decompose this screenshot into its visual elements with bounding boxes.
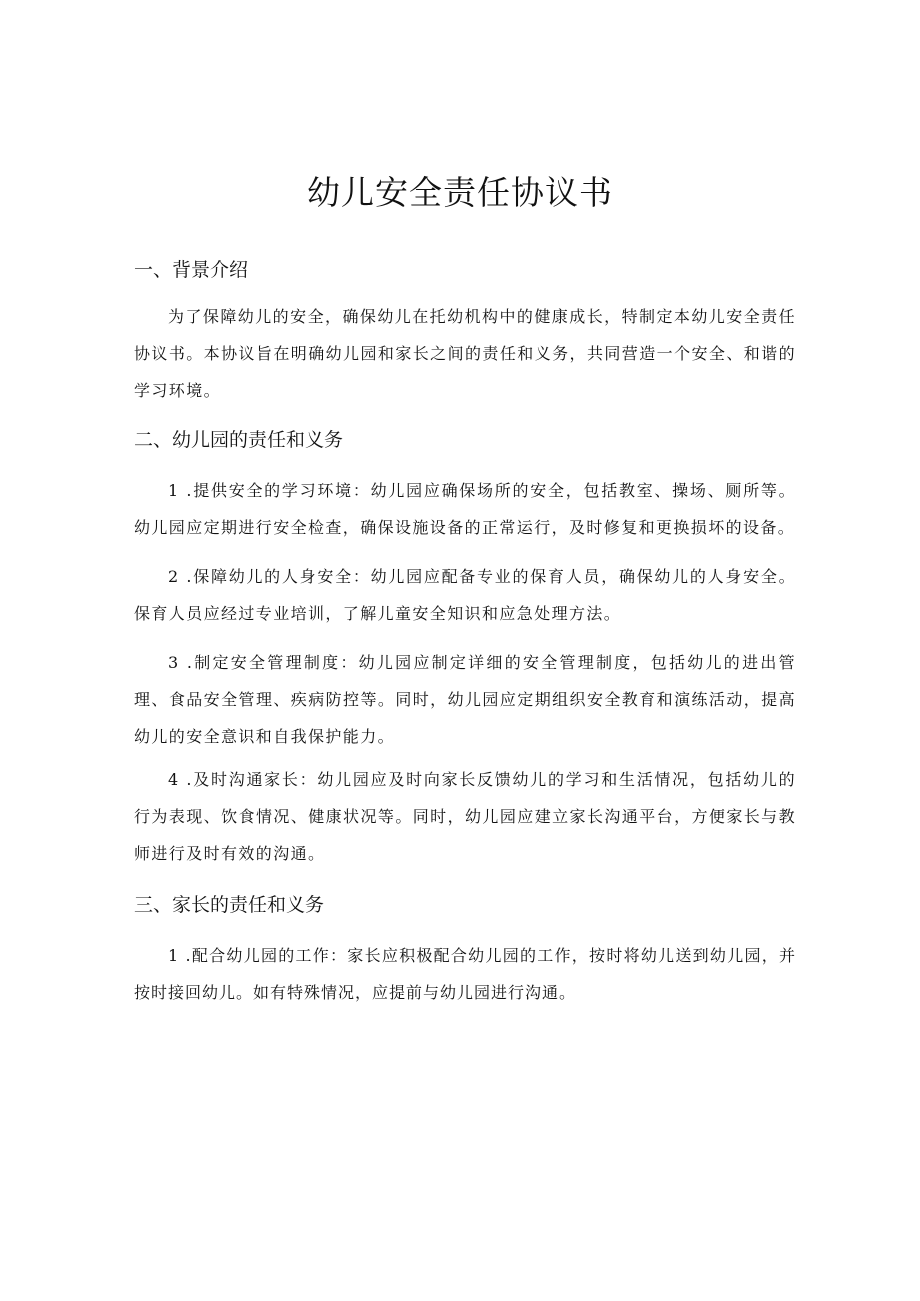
paragraph-kindergarten-duty-1: 1 .提供安全的学习环境：幼儿园应确保场所的安全，包括教室、操场、厕所等。幼儿园应定期进行安全检查，确保设施设备的正常运行，及时修复和更换损坏的设备。 [134,481,796,537]
paragraph-background-intro: 为了保障幼儿的安全，确保幼儿在托幼机构中的健康成长，特制定本幼儿安全责任协议书。本协议旨在明确幼儿园和家长之间的责任和义务，共同营造一个安全、和谐的学习环境。 [134,307,796,400]
section-heading-parent-duties: 三、家长的责任和义务 [134,894,325,916]
paragraph-kindergarten-duty-3: 3 .制定安全管理制度：幼儿园应制定详细的安全管理制度，包括幼儿的进出管理、食品安全管理、疾病防控等。同时，幼儿园应定期组织安全教育和演练活动，提高幼儿的安全意识和自我保护能力。 [134,653,796,746]
section-heading-kindergarten-duties: 二、幼儿园的责任和义务 [134,429,344,451]
paragraph-kindergarten-duty-4: 4 .及时沟通家长：幼儿园应及时向家长反馈幼儿的学习和生活情况，包括幼儿的行为表现、饮食情况、健康状况等。同时，幼儿园应建立家长沟通平台，方便家长与教师进行及时有效的沟通。 [134,770,796,863]
document-title: 幼儿安全责任协议书 [307,173,613,212]
paragraph-parent-duty-1: 1 .配合幼儿园的工作：家长应积极配合幼儿园的工作，按时将幼儿送到幼儿园，并按时接回幼儿。如有特殊情况，应提前与幼儿园进行沟通。 [134,946,796,1002]
section-heading-background: 一、背景介绍 [134,259,249,281]
paragraph-kindergarten-duty-2: 2 .保障幼儿的人身安全：幼儿园应配备专业的保育人员，确保幼儿的人身安全。保育人员应经过专业培训，了解儿童安全知识和应急处理方法。 [134,567,796,623]
